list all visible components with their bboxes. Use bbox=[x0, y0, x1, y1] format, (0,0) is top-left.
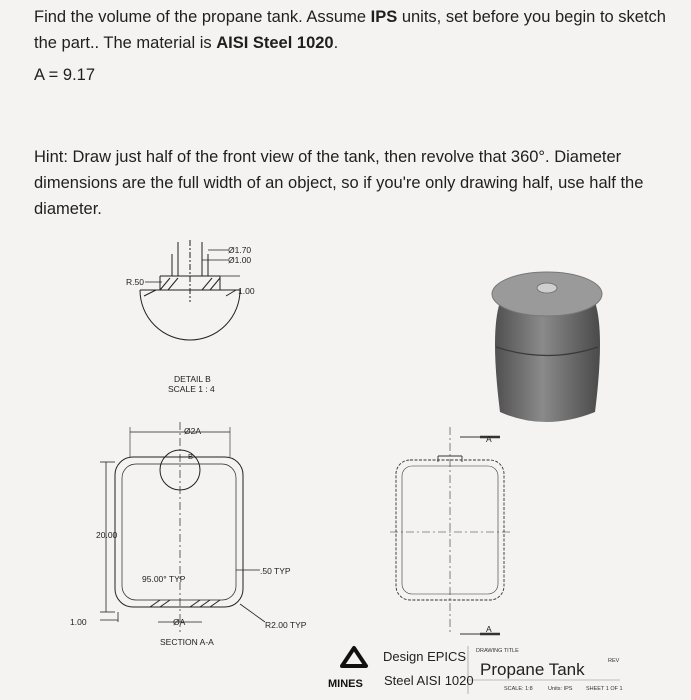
section-radius: R2.00 TYP bbox=[265, 620, 307, 630]
tb-drawing-title: Propane Tank bbox=[480, 660, 585, 679]
tb-scale: SCALE: 1:8 bbox=[504, 686, 533, 692]
detail-dia1: Ø1.70 bbox=[228, 245, 252, 255]
detail-title: DETAIL B bbox=[174, 374, 211, 384]
section-offset: 1.00 bbox=[70, 617, 87, 627]
hint-text: Hint: Draw just half of the front view of the tank, then revolve that 360°. Diameter dimensions are the full width of an object, so if you're only drawing half, use half the diameter. bbox=[34, 148, 644, 218]
engineering-drawing bbox=[60, 232, 660, 698]
tb-material: Steel AISI 1020 bbox=[384, 673, 474, 688]
section-detail-mark: B bbox=[188, 452, 194, 461]
tb-org: Design EPICS bbox=[383, 649, 467, 664]
section-thickness: .50 TYP bbox=[260, 566, 291, 576]
section-angle: 95.00° TYP bbox=[142, 574, 186, 584]
answer-text: A = 9.17 bbox=[34, 66, 96, 84]
detail-b bbox=[140, 240, 240, 340]
drawing-canvas bbox=[60, 232, 660, 698]
tank-3d-render bbox=[492, 272, 602, 422]
front-view bbox=[390, 427, 510, 634]
detail-radius: R.50 bbox=[126, 277, 144, 287]
tb-units: Units: IPS bbox=[548, 686, 573, 692]
tb-rev-label: REV bbox=[608, 658, 620, 664]
section-top-dia: Ø2A bbox=[184, 426, 202, 436]
front-section-mark-bottom: A bbox=[486, 624, 492, 634]
tb-drawing-title-label: DRAWING TITLE bbox=[476, 648, 519, 654]
detail-scale: SCALE 1 : 4 bbox=[168, 384, 215, 394]
section-bottom-dia: ØA bbox=[173, 617, 186, 627]
tb-school: MINES bbox=[328, 678, 363, 690]
question-text: Find the volume of the propane tank. Assume IPS units, set before you begin to sketch the part.. The material is AISI Steel 1020. bbox=[34, 8, 666, 52]
section-title: SECTION A-A bbox=[160, 637, 214, 647]
section-height: 20.00 bbox=[96, 530, 118, 540]
section-a-a bbox=[100, 422, 265, 632]
detail-dia2: Ø1.00 bbox=[228, 255, 252, 265]
tb-sheet: SHEET 1 OF 1 bbox=[586, 686, 623, 692]
detail-height: 1.00 bbox=[238, 286, 255, 296]
front-section-mark-top: A bbox=[486, 434, 492, 444]
